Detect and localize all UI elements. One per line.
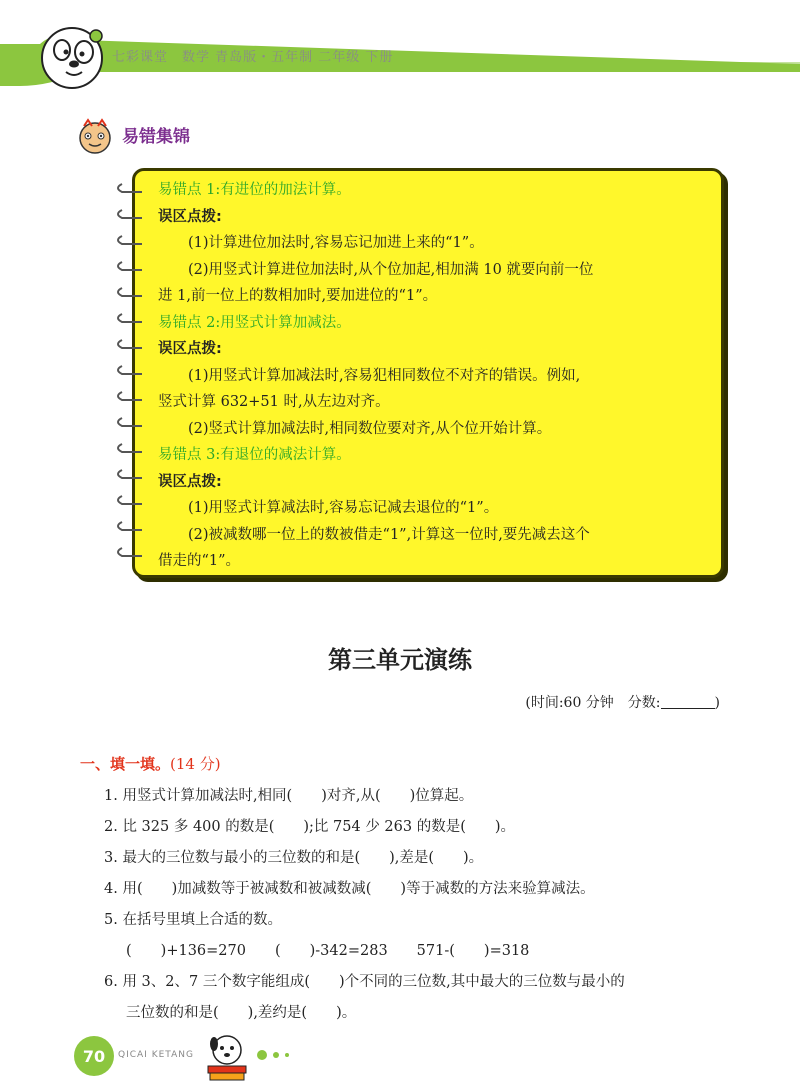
decorative-dots — [256, 1047, 296, 1063]
question-2: 2. 比 325 多 400 的数是( );比 754 少 263 的数是( )。 — [104, 819, 516, 835]
section-title: 易错集锦 — [122, 127, 190, 147]
part-1-points: (14 分) — [170, 755, 221, 773]
part-1-label: 一、填一填。 — [80, 755, 171, 773]
notebook-rings — [112, 176, 152, 574]
hint-text: (2)被减数哪一位上的数被借走“1”,计算这一位时,要先减去这个 — [188, 526, 590, 543]
page-number-badge — [74, 1036, 114, 1076]
header-bar — [0, 0, 800, 90]
hint-text: (2)竖式计算加减法时,相同数位要对齐,从个位开始计算。 — [188, 420, 552, 437]
hint-text: 进 1,前一位上的数相加时,要加进位的“1”。 — [158, 288, 438, 304]
mistake-point-2-title: 易错点 2:用竖式计算加减法。 — [158, 314, 351, 331]
part-1-title — [80, 753, 221, 774]
question-6-cont: 三位数的和是( ),差约是( )。 — [126, 1005, 357, 1021]
question-5: 5. 在括号里填上合适的数。 — [104, 912, 282, 928]
time-text: (时间:60 分钟 分数: — [525, 695, 661, 711]
hint-text: 借走的“1”。 — [158, 553, 241, 569]
dog-mascot-icon — [42, 28, 102, 88]
question-6: 6. 用 3、2、7 三个数字能组成( )个不同的三位数,其中最大的三位数与最小的 — [104, 974, 625, 990]
hint-text: (2)用竖式计算进位加法时,从个位加起,相加满 10 就要向前一位 — [188, 261, 594, 278]
hint-label: 误区点拨: — [158, 208, 222, 225]
mascot-head-icon — [74, 116, 116, 158]
hint-text: (1)用竖式计算减法时,容易忘记减去退位的“1”。 — [188, 500, 499, 516]
question-1: 1. 用竖式计算加减法时,相同( )对齐,从( )位算起。 — [104, 788, 474, 804]
unit-title: 第三单元演练 — [328, 646, 472, 674]
header-title: 七彩课堂 数学 青岛版・五年制 二年级 下册 — [112, 50, 394, 65]
question-3: 3. 最大的三位数与最小的三位数的和是( ),差是( )。 — [104, 850, 484, 866]
score-blank[interactable] — [661, 694, 715, 709]
question-list — [104, 781, 744, 1029]
brand-label: QICAI KETANG — [118, 1050, 194, 1060]
hint-label: 误区点拨: — [158, 341, 222, 357]
mistake-point-3-title: 易错点 3:有退位的减法计算。 — [158, 447, 351, 463]
mistake-point-1-title: 易错点 1:有进位的加法计算。 — [158, 182, 351, 198]
time-close: ) — [714, 695, 720, 711]
time-score-line — [525, 692, 720, 712]
note-content — [158, 177, 708, 575]
hint-text: 竖式计算 632+51 时,从左边对齐。 — [158, 394, 390, 410]
question-4: 4. 用( )加减数等于被减数和被减数减( )等于减数的方法来验算减法。 — [104, 881, 595, 897]
page-number: 70 — [82, 1046, 106, 1066]
hint-label: 误区点拨: — [158, 473, 222, 490]
hint-text: (1)用竖式计算加减法时,容易犯相同数位不对齐的错误。例如, — [188, 367, 581, 384]
question-5-equations: ( )+136=270 ( )-342=283 571-( )=318 — [126, 943, 530, 959]
hint-text: (1)计算进位加法时,容易忘记加进上来的“1”。 — [188, 235, 484, 251]
dog-with-books-icon — [200, 1030, 254, 1084]
